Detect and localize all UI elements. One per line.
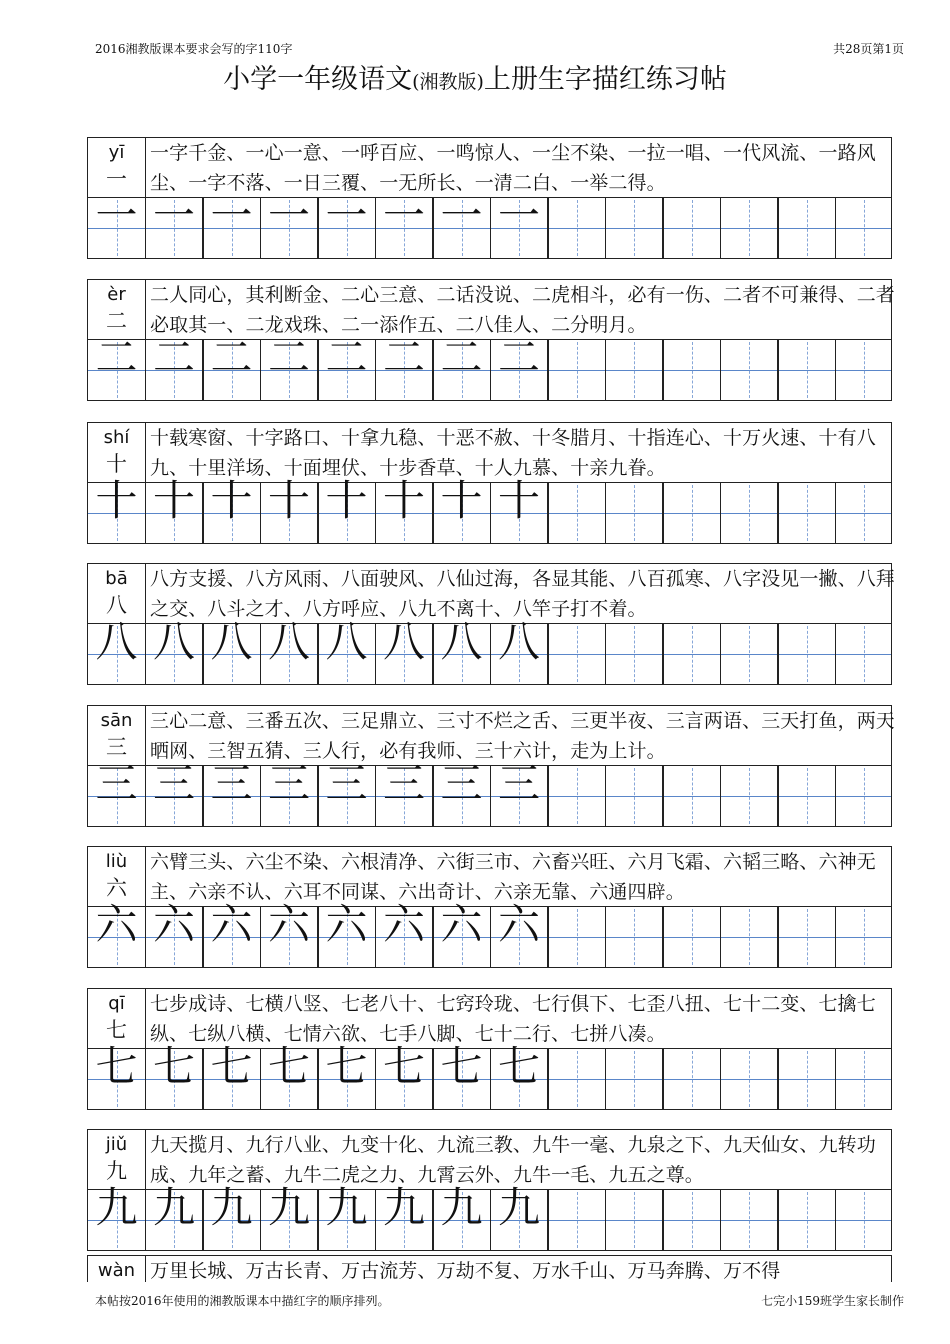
title-edition: (湘教版) <box>412 71 484 93</box>
grid-column-line <box>547 1049 549 1109</box>
character-cell <box>88 847 146 908</box>
idiom-phrases: 十载寒窗、十字路口、十拿九稳、十恶不赦、十冬腊月、十指连心、十万火速、十有八九、十里洋场、十面埋伏、十步香草、十人九慕、十亲九眷。 <box>150 427 876 479</box>
pinyin-label: jiǔ <box>105 1134 128 1155</box>
grid-center-guide <box>807 1192 808 1248</box>
character-header-row <box>87 137 892 198</box>
grid-center-guide <box>864 342 865 398</box>
tracing-character[interactable]: 三 <box>267 759 310 808</box>
grid-center-guide <box>692 1192 693 1248</box>
tracing-character[interactable]: 二 <box>440 333 483 382</box>
tracing-character[interactable]: 九 <box>440 1183 483 1232</box>
tracing-character[interactable]: 六 <box>325 900 368 949</box>
grid-column-line <box>662 483 664 543</box>
tracing-grid <box>87 191 892 259</box>
grid-column-line <box>777 1190 779 1250</box>
character-header-row <box>87 988 892 1049</box>
grid-column-line <box>777 340 779 400</box>
grid-center-guide <box>807 342 808 398</box>
tracing-character[interactable]: 二 <box>152 333 195 382</box>
grid-center-guide <box>577 1051 578 1107</box>
grid-center-guide <box>864 485 865 541</box>
grid-center-guide <box>577 909 578 965</box>
grid-column-line <box>662 907 664 967</box>
grid-center-guide <box>692 1051 693 1107</box>
tracing-character[interactable]: 八 <box>95 617 138 666</box>
grid-center-guide <box>749 342 750 398</box>
grid-column-line <box>777 766 779 826</box>
tracing-character[interactable]: 十 <box>210 476 253 525</box>
grid-center-guide <box>634 200 635 256</box>
pinyin-label: shí <box>103 427 130 448</box>
grid-column-line <box>662 198 664 258</box>
character-label: 十 <box>106 452 127 476</box>
grid-column-line <box>547 483 549 543</box>
character-header-row <box>87 422 892 483</box>
tracing-character[interactable]: 一 <box>440 191 483 240</box>
character-block <box>87 705 895 827</box>
character-block <box>87 137 892 259</box>
grid-center-guide <box>692 626 693 682</box>
grid-column-line <box>547 766 549 826</box>
character-cell <box>88 706 146 767</box>
tracing-character[interactable]: 十 <box>325 476 368 525</box>
grid-column-line <box>605 1049 607 1109</box>
tracing-character[interactable]: 三 <box>325 759 368 808</box>
grid-center-guide <box>749 768 750 824</box>
grid-center-guide <box>692 485 693 541</box>
grid-column-line <box>835 624 837 684</box>
tracing-character[interactable]: 一 <box>325 191 368 240</box>
grid-center-guide <box>692 342 693 398</box>
pinyin-label: bā <box>105 568 128 589</box>
pinyin-label: èr <box>107 284 126 305</box>
character-label: 二 <box>106 309 127 333</box>
character-header-row <box>87 1129 892 1190</box>
pinyin-label: yī <box>108 142 125 163</box>
tracing-character[interactable]: 七 <box>382 1042 425 1091</box>
page-number: 共28页第1页 <box>833 42 904 56</box>
grid-center-guide <box>634 342 635 398</box>
tracing-character[interactable]: 十 <box>440 476 483 525</box>
tracing-character[interactable]: 十 <box>497 476 540 525</box>
grid-column-line <box>720 907 722 967</box>
character-block <box>87 563 895 685</box>
grid-column-line <box>720 1190 722 1250</box>
character-label: 七 <box>106 1018 127 1042</box>
grid-column-line <box>662 1190 664 1250</box>
tracing-grid <box>87 1042 892 1110</box>
tracing-character[interactable]: 七 <box>95 1042 138 1091</box>
grid-column-line <box>777 483 779 543</box>
tracing-grid <box>87 617 892 685</box>
character-cell <box>88 1130 146 1191</box>
grid-column-line <box>605 340 607 400</box>
grid-center-guide <box>864 1051 865 1107</box>
footer-note: 本帖按2016年使用的湘教版课本中描红字的顺序排列。 <box>95 1294 390 1308</box>
grid-center-guide <box>864 909 865 965</box>
tracing-character[interactable]: 二 <box>210 333 253 382</box>
tracing-character[interactable]: 三 <box>152 759 195 808</box>
tracing-character[interactable]: 二 <box>95 333 138 382</box>
grid-column-line <box>720 340 722 400</box>
tracing-character[interactable]: 二 <box>325 333 368 382</box>
tracing-character[interactable]: 十 <box>382 476 425 525</box>
grid-center-guide <box>807 200 808 256</box>
character-cell <box>88 423 146 484</box>
idiom-phrases: 七步成诗、七横八竖、七老八十、七窍玲珑、七行俱下、七歪八扭、七十二变、七擒七纵、七纵八横、七情六欲、七手八脚、七十二行、七拼八凑。 <box>150 993 876 1045</box>
character-block <box>87 988 892 1110</box>
tracing-grid <box>87 333 892 401</box>
tracing-character[interactable]: 三 <box>210 759 253 808</box>
tracing-character[interactable]: 二 <box>382 333 425 382</box>
grid-column-line <box>720 624 722 684</box>
grid-center-guide <box>634 909 635 965</box>
grid-column-line <box>835 1190 837 1250</box>
tracing-character[interactable]: 一 <box>152 191 195 240</box>
tracing-character[interactable]: 一 <box>95 191 138 240</box>
grid-column-line <box>605 198 607 258</box>
grid-center-guide <box>807 485 808 541</box>
tracing-character[interactable]: 八 <box>382 617 425 666</box>
grid-center-guide <box>749 1051 750 1107</box>
grid-center-guide <box>749 909 750 965</box>
grid-column-line <box>720 198 722 258</box>
grid-column-line <box>835 1049 837 1109</box>
grid-center-guide <box>634 485 635 541</box>
tracing-character[interactable]: 八 <box>267 617 310 666</box>
grid-center-guide <box>634 768 635 824</box>
tracing-character[interactable]: 七 <box>497 1042 540 1091</box>
grid-column-line <box>835 766 837 826</box>
tracing-character[interactable]: 一 <box>267 191 310 240</box>
tracing-character[interactable]: 八 <box>325 617 368 666</box>
tracing-character[interactable]: 九 <box>325 1183 368 1232</box>
tracing-character[interactable]: 七 <box>210 1042 253 1091</box>
tracing-grid <box>87 476 892 544</box>
grid-center-guide <box>577 626 578 682</box>
grid-center-guide <box>692 200 693 256</box>
character-label: 一 <box>106 167 127 191</box>
grid-column-line <box>777 198 779 258</box>
character-cell <box>88 1256 146 1282</box>
grid-center-guide <box>577 342 578 398</box>
tracing-grid <box>87 1183 892 1251</box>
grid-column-line <box>547 907 549 967</box>
grid-center-guide <box>864 200 865 256</box>
tracing-character[interactable]: 六 <box>382 900 425 949</box>
character-header-row <box>87 1255 892 1282</box>
title-main-a: 小学一年级语文 <box>223 64 413 95</box>
grid-center-guide <box>692 909 693 965</box>
tracing-character[interactable]: 九 <box>267 1183 310 1232</box>
character-label: 八 <box>106 593 127 617</box>
grid-column-line <box>605 1190 607 1250</box>
grid-center-guide <box>807 768 808 824</box>
character-cell <box>88 564 146 625</box>
idiom-phrases: 万里长城、万古长青、万古流芳、万劫不复、万水千山、万马奔腾、万不得 <box>150 1260 781 1282</box>
tracing-character[interactable]: 六 <box>497 900 540 949</box>
character-label: 九 <box>106 1159 127 1183</box>
tracing-character[interactable]: 八 <box>497 617 540 666</box>
idiom-phrases: 六臂三头、六尘不染、六根清净、六街三市、六畜兴旺、六月飞霜、六韬三略、六神无主、六亲不认、六耳不同谋、六出奇计、六亲无靠、六通四辟。 <box>150 851 876 903</box>
idiom-phrases: 九天揽月、九行八业、九变十化、九流三教、九牛一毫、九泉之下、九天仙女、九转功成、九年之蓄、九牛二虎之力、九霄云外、九牛一毛、九五之尊。 <box>150 1134 876 1186</box>
idiom-phrases: 八方支援、八方风雨、八面驶风、八仙过海，各显其能、八百孤寒、八字没见一撇、八拜之交、八斗之才、八方呼应、八九不离十、八竿子打不着。 <box>150 568 895 620</box>
grid-column-line <box>662 340 664 400</box>
tracing-character[interactable]: 三 <box>382 759 425 808</box>
character-block <box>87 1129 892 1251</box>
tracing-character[interactable]: 七 <box>325 1042 368 1091</box>
tracing-character[interactable]: 九 <box>95 1183 138 1232</box>
character-header-row <box>87 705 895 766</box>
tracing-character[interactable]: 三 <box>440 759 483 808</box>
grid-center-guide <box>634 626 635 682</box>
character-block <box>87 1255 892 1282</box>
pinyin-label: qī <box>108 993 125 1014</box>
grid-column-line <box>720 766 722 826</box>
tracing-character[interactable]: 七 <box>152 1042 195 1091</box>
tracing-character[interactable]: 一 <box>497 191 540 240</box>
tracing-character[interactable]: 十 <box>267 476 310 525</box>
tracing-character[interactable]: 八 <box>152 617 195 666</box>
grid-center-guide <box>749 1192 750 1248</box>
grid-center-guide <box>692 768 693 824</box>
idiom-phrases: 二人同心，其利断金、二心三意、二话没说、二虎相斗，必有一伤、二者不可兼得、二者必取其一、二龙戏珠、二一添作五、二八佳人、二分明月。 <box>150 284 895 336</box>
grid-column-line <box>720 483 722 543</box>
tracing-character[interactable]: 一 <box>210 191 253 240</box>
pinyin-label: liù <box>105 851 128 872</box>
grid-center-guide <box>577 768 578 824</box>
tracing-character[interactable]: 六 <box>95 900 138 949</box>
idiom-phrases: 一字千金、一心一意、一呼百应、一鸣惊人、一尘不染、一拉一唱、一代风流、一路风尘、一字不落、一日三覆、一无所长、一清二白、一举二得。 <box>150 142 876 194</box>
pinyin-label: sān <box>100 710 133 731</box>
grid-column-line <box>662 624 664 684</box>
tracing-character[interactable]: 六 <box>210 900 253 949</box>
tracing-character[interactable]: 三 <box>95 759 138 808</box>
character-cell <box>88 138 146 199</box>
character-block <box>87 279 895 401</box>
grid-column-line <box>835 198 837 258</box>
tracing-character[interactable]: 九 <box>382 1183 425 1232</box>
character-cell <box>88 280 146 341</box>
tracing-character[interactable]: 九 <box>210 1183 253 1232</box>
footer-credit: 七完小159班学生家长制作 <box>761 1294 904 1308</box>
tracing-character[interactable]: 九 <box>497 1183 540 1232</box>
grid-column-line <box>547 1190 549 1250</box>
grid-column-line <box>605 483 607 543</box>
grid-center-guide <box>864 768 865 824</box>
header-left-text: 2016湘教版课本要求会写的字110字 <box>95 42 293 56</box>
character-label: 六 <box>106 876 127 900</box>
grid-center-guide <box>577 485 578 541</box>
character-cell <box>88 989 146 1050</box>
tracing-character[interactable]: 二 <box>497 333 540 382</box>
grid-column-line <box>662 766 664 826</box>
grid-column-line <box>547 198 549 258</box>
tracing-character[interactable]: 七 <box>440 1042 483 1091</box>
grid-center-guide <box>807 909 808 965</box>
tracing-character[interactable]: 六 <box>152 900 195 949</box>
page-title <box>0 60 950 102</box>
grid-column-line <box>605 766 607 826</box>
grid-center-guide <box>634 1051 635 1107</box>
tracing-character[interactable]: 十 <box>152 476 195 525</box>
grid-column-line <box>662 1049 664 1109</box>
character-block <box>87 846 892 968</box>
character-block <box>87 422 892 544</box>
pinyin-label: wàn <box>97 1260 136 1281</box>
grid-column-line <box>835 907 837 967</box>
tracing-character[interactable]: 八 <box>210 617 253 666</box>
character-label: 三 <box>106 735 127 759</box>
grid-column-line <box>835 340 837 400</box>
title-main-b: 上册生字描红练习帖 <box>483 64 727 95</box>
grid-column-line <box>547 624 549 684</box>
grid-center-guide <box>634 1192 635 1248</box>
grid-center-guide <box>577 1192 578 1248</box>
tracing-character[interactable]: 六 <box>440 900 483 949</box>
grid-center-guide <box>749 626 750 682</box>
tracing-character[interactable]: 九 <box>152 1183 195 1232</box>
grid-column-line <box>605 907 607 967</box>
grid-column-line <box>720 1049 722 1109</box>
character-header-row <box>87 846 892 907</box>
grid-center-guide <box>749 485 750 541</box>
character-header-row <box>87 563 895 624</box>
grid-column-line <box>777 907 779 967</box>
character-header-row <box>87 279 895 340</box>
tracing-grid <box>87 759 892 827</box>
grid-column-line <box>777 624 779 684</box>
grid-center-guide <box>807 1051 808 1107</box>
grid-column-line <box>547 340 549 400</box>
grid-center-guide <box>864 626 865 682</box>
tracing-character[interactable]: 三 <box>497 759 540 808</box>
grid-center-guide <box>749 200 750 256</box>
grid-center-guide <box>864 1192 865 1248</box>
grid-column-line <box>605 624 607 684</box>
tracing-character[interactable]: 一 <box>382 191 425 240</box>
grid-column-line <box>835 483 837 543</box>
grid-center-guide <box>807 626 808 682</box>
tracing-character[interactable]: 十 <box>95 476 138 525</box>
grid-column-line <box>777 1049 779 1109</box>
tracing-character[interactable]: 七 <box>267 1042 310 1091</box>
tracing-character[interactable]: 二 <box>267 333 310 382</box>
grid-center-guide <box>577 200 578 256</box>
tracing-character[interactable]: 六 <box>267 900 310 949</box>
tracing-grid <box>87 900 892 968</box>
tracing-character[interactable]: 八 <box>440 617 483 666</box>
idiom-phrases: 三心二意、三番五次、三足鼎立、三寸不烂之舌、三更半夜、三言两语、三天打鱼，两天晒网、三智五猜、三人行，必有我师、三十六计，走为上计。 <box>150 710 895 762</box>
